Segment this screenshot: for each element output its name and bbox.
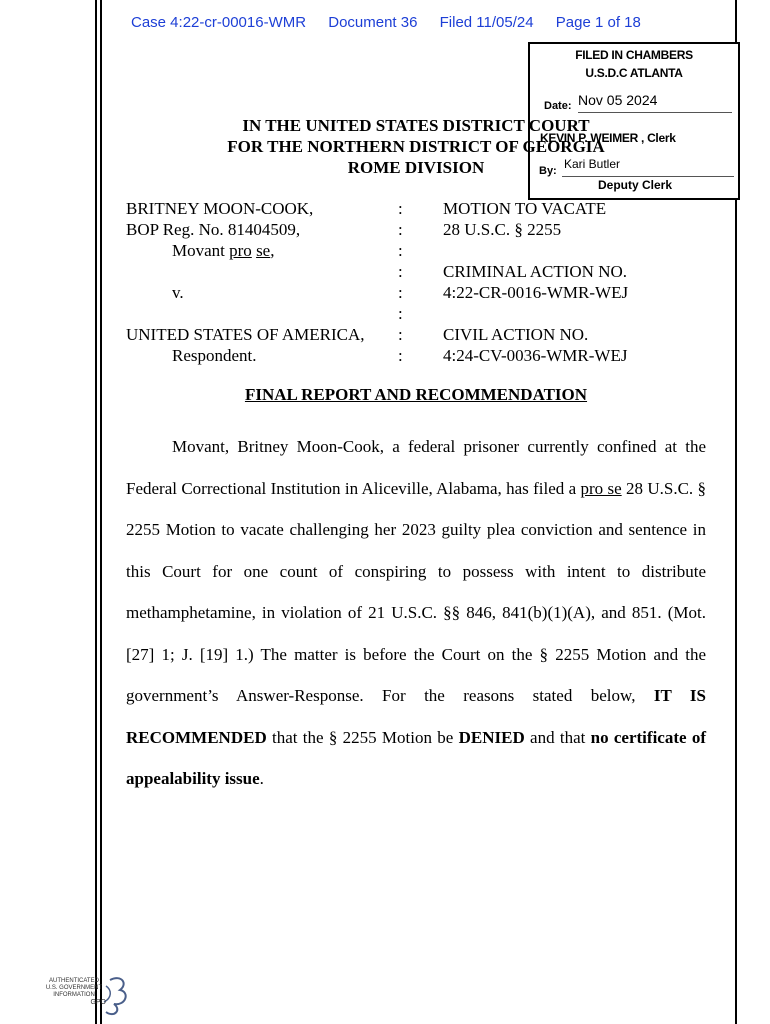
stamp-line2: U.S.D.C ATLANTA	[585, 66, 683, 80]
criminal-action-number: 4:22-CR-0016-WMR-WEJ	[443, 283, 629, 302]
body-text	[126, 426, 706, 800]
recommendation-phrase: IT IS RECOMMENDED	[126, 686, 706, 747]
pro-se-term: pro se	[580, 478, 622, 498]
se-word: se	[256, 241, 271, 260]
stamp-date-rule	[578, 112, 732, 113]
caption-colon: :	[398, 346, 403, 365]
pro-word: pro	[229, 241, 252, 260]
civil-action-label: CIVIL ACTION NO.	[443, 325, 589, 344]
court-line2: FOR THE NORTHERN DISTRICT OF GEORGIA	[227, 137, 605, 156]
body-segment: 28 U.S.C. § 2255 Motion to vacate challenging her 2023 guilty plea conviction and sentence in this Court for one count of conspiring to possess with intent to distribute methamphetamine, in violation of 21 U.S.C. §§ 846, 841(b)(1)(A), and 851. (Mot. [27] 1; J. [19] 1.) The matter is before the Court on the § 2255 Motion and the government’s Answer-Response. For the reasons stated below,	[126, 478, 706, 705]
body-segment: that the § 2255 Motion be	[266, 727, 459, 747]
denied-term: DENIED	[458, 727, 525, 747]
stamp-by-label: By:	[539, 165, 557, 177]
case-number: Case 4:22-cr-00016-WMR	[131, 14, 307, 31]
caption-colon: :	[398, 199, 403, 218]
stamp-clerk: KEVIN P. WEIMER , Clerk	[540, 131, 676, 145]
court-heading	[200, 115, 632, 178]
respondent-name: UNITED STATES OF AMERICA,	[126, 325, 365, 344]
stamp-date-label: Date:	[544, 100, 572, 112]
gpo-line: AUTHENTICATED	[49, 978, 99, 984]
caption-colon: :	[398, 241, 403, 260]
civil-action-number: 4:24-CV-0036-WMR-WEJ	[443, 346, 628, 365]
stamp-date-value: Nov 05 2024	[578, 92, 658, 108]
no-certificate-phrase: no certificate of appealability issue	[126, 727, 706, 788]
caption-colon: :	[398, 262, 403, 281]
caption-colon: :	[398, 283, 403, 302]
document-title: FINAL REPORT AND RECOMMENDATION	[244, 385, 588, 404]
caption-colon: :	[398, 325, 403, 344]
court-line3: ROME DIVISION	[347, 158, 485, 177]
body-segment: .	[259, 769, 264, 788]
caption-colon: :	[398, 220, 403, 239]
movant-word: Movant	[172, 241, 225, 260]
motion-title: MOTION TO VACATE	[443, 199, 607, 218]
gpo-line: INFORMATION	[53, 992, 95, 998]
court-line1: IN THE UNITED STATES DISTRICT COURT	[242, 116, 590, 135]
gpo-authentication-seal	[40, 972, 130, 1018]
filed-date: Filed 11/05/24	[439, 14, 534, 31]
gpo-text	[42, 978, 106, 1006]
margin-line-left-inner	[100, 0, 102, 1024]
stamp-line1: FILED IN CHAMBERS	[575, 48, 693, 62]
document-number: Document 36	[328, 14, 418, 31]
body-segment: and that	[524, 727, 591, 747]
versus: v.	[172, 283, 184, 302]
page-number: Page 1 of 18	[555, 14, 641, 31]
criminal-action-label: CRIMINAL ACTION NO.	[443, 262, 628, 281]
gpo-line: GPO	[90, 999, 106, 1006]
movant-name: BRITNEY MOON-COOK,	[126, 199, 314, 218]
stamp-deputy: Deputy Clerk	[598, 178, 673, 192]
filing-header	[131, 14, 659, 31]
bop-number: BOP Reg. No. 81404509,	[126, 220, 301, 239]
motion-statute: 28 U.S.C. § 2255	[443, 220, 562, 239]
gpo-line: U.S. GOVERNMENT	[45, 985, 103, 991]
caption-colon: :	[398, 304, 403, 323]
respondent-designation: Respondent.	[172, 346, 257, 365]
stamp-by-value: Kari Butler	[564, 157, 621, 171]
movant-designation: Movant pro se,	[172, 241, 275, 260]
body-segment: Movant, Britney Moon-Cook, a federal prisoner currently confined at the Federal Correctional Institution in Aliceville, Alabama, has filed a	[126, 437, 706, 498]
margin-line-left	[95, 0, 97, 1024]
paragraph	[126, 426, 706, 800]
